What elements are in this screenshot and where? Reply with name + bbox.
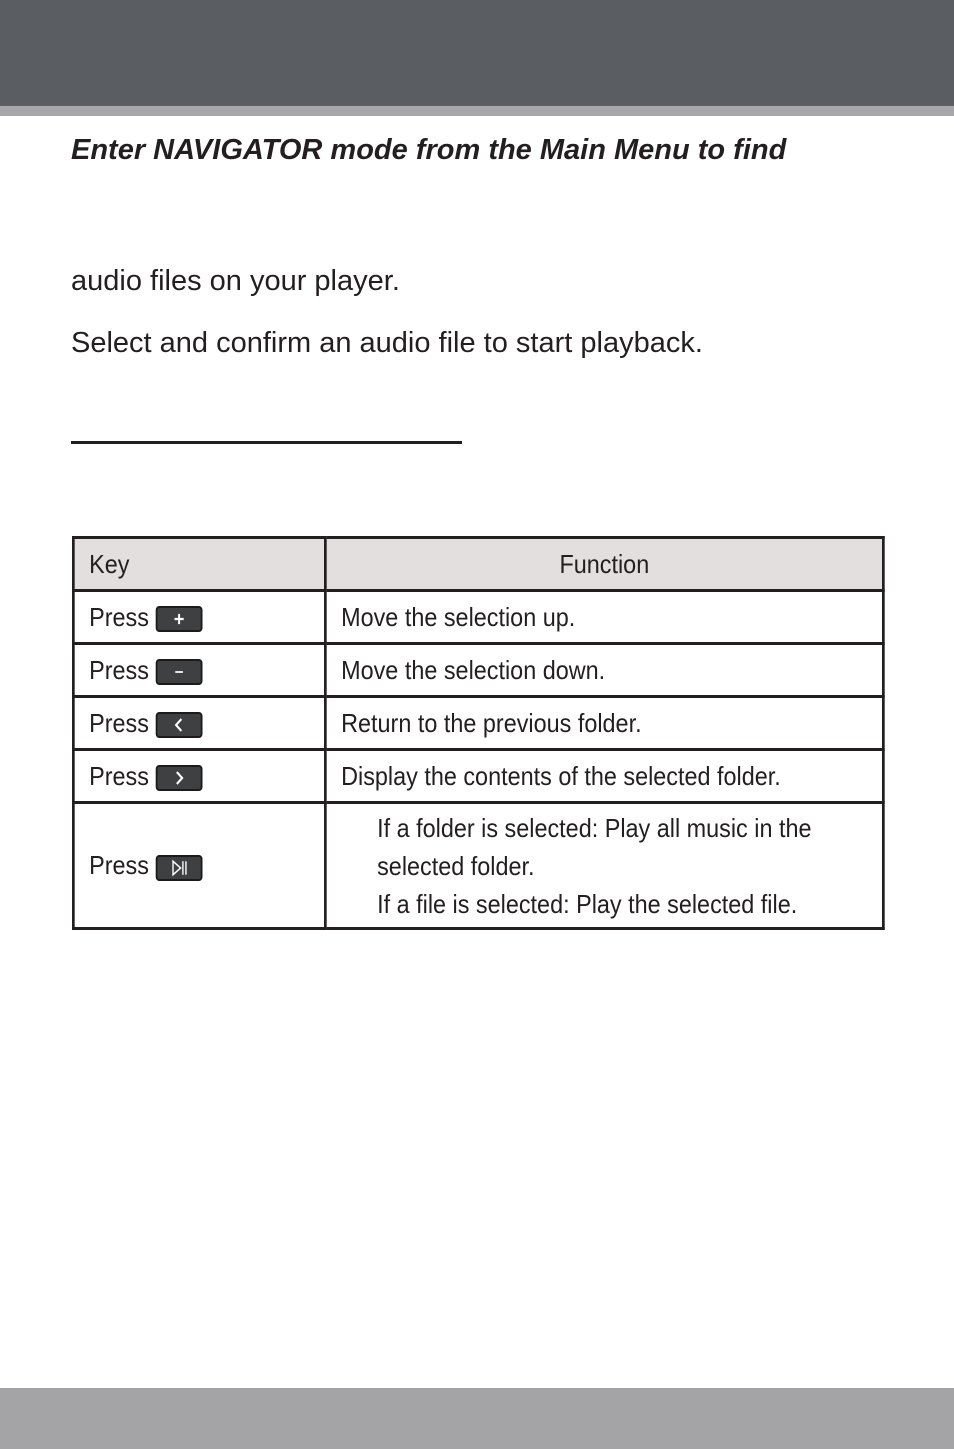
press-label: Press <box>89 601 149 632</box>
function-line: If a folder is selected: Play all music in the <box>377 812 812 843</box>
page-footer-bar <box>0 1388 954 1449</box>
key-cell <box>73 644 325 697</box>
minus-icon <box>156 659 203 685</box>
function-cell <box>325 803 883 929</box>
press-label: Press <box>89 760 149 791</box>
chevron-left-icon <box>156 712 203 738</box>
function-line: selected folder. <box>377 850 535 881</box>
table-header-row <box>73 538 883 591</box>
press-label: Press <box>89 654 149 685</box>
function-cell: Return to the previous folder. <box>325 697 883 750</box>
chevron-right-icon <box>156 765 203 791</box>
function-cell: Display the contents of the selected folder. <box>325 750 883 803</box>
intro-heading: Enter NAVIGATOR mode from the Main Menu to find <box>71 134 787 166</box>
function-cell: Move the selection down. <box>325 644 883 697</box>
play-pause-icon <box>156 855 203 881</box>
key-cell <box>73 803 325 929</box>
header-key: Key <box>73 538 325 591</box>
table-row <box>73 697 883 750</box>
press-label: Press <box>89 850 149 880</box>
key-function-table <box>72 536 885 930</box>
table-row <box>73 644 883 697</box>
table-row <box>73 591 883 644</box>
page-header-bar <box>0 0 954 106</box>
function-line: If a file is selected: Play the selected file. <box>377 888 798 919</box>
table-row <box>73 803 883 929</box>
press-label: Press <box>89 707 149 738</box>
table-row <box>73 750 883 803</box>
paragraph-audio-files: audio files on your player. <box>71 265 400 297</box>
key-cell <box>73 697 325 750</box>
section-rule <box>71 441 462 444</box>
key-cell <box>73 750 325 803</box>
plus-icon <box>156 606 203 632</box>
header-function: Function <box>325 538 883 591</box>
paragraph-select-confirm: Select and confirm an audio file to start playback. <box>71 327 703 359</box>
function-cell: Move the selection up. <box>325 591 883 644</box>
key-cell <box>73 591 325 644</box>
header-stripe <box>0 106 954 116</box>
